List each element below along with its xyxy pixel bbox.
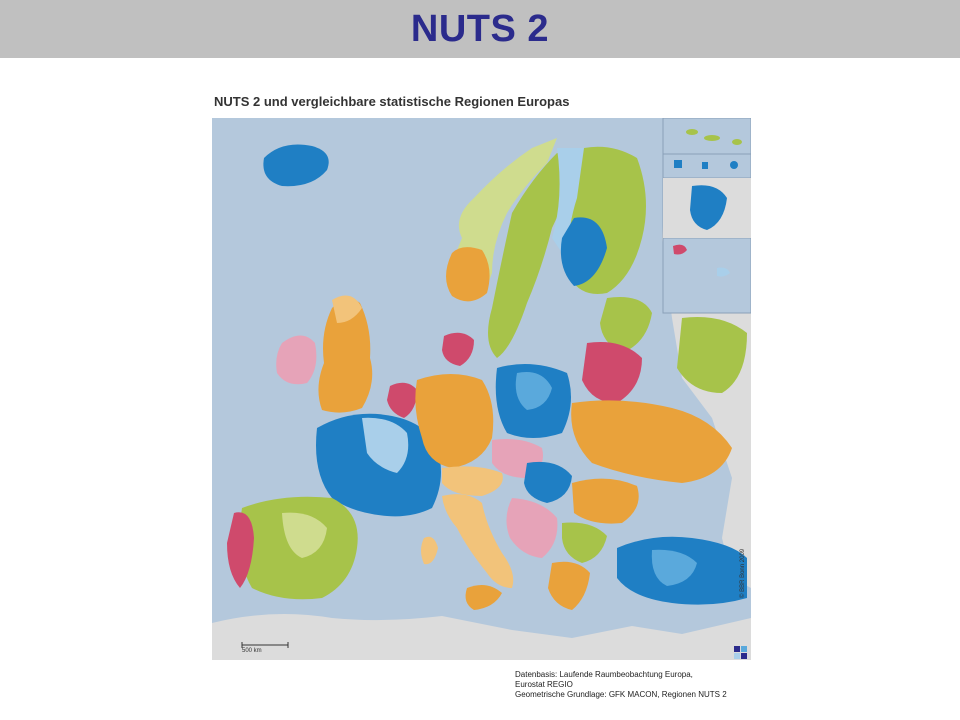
bbr-logo-square-4 [741,653,747,659]
europe-nuts2-map [212,118,751,660]
azores-island-2 [704,135,720,141]
source-line-2: Eurostat REGIO [515,680,573,689]
guadeloupe-island [674,160,682,168]
bbr-logo-square-3 [734,653,740,659]
slide-title-bar [0,0,960,58]
source-line-3: Geometrische Grundlage: GFK MACON, Regionen NUTS 2 [515,690,727,699]
copyright-text: © BBR Bonn 2009 [740,548,746,598]
azores-island [686,129,698,135]
madeira-island [732,139,742,145]
source-line-1: Datenbasis: Laufende Raumbeobachtung Europa, [515,670,693,679]
martinique-island [702,162,708,169]
scale-label: 500 km [242,648,262,654]
slide-title: NUTS 2 [410,7,550,50]
romania-region [572,479,639,524]
map-title: NUTS 2 und vergleichbare statistische Regionen Europas [214,94,570,109]
bbr-logo-square-1 [734,646,740,652]
norway-region-south [446,247,490,301]
source-note [515,670,727,700]
bbr-logo-square-2 [741,646,747,652]
reunion-island [730,161,738,169]
map-canvas [212,118,751,660]
